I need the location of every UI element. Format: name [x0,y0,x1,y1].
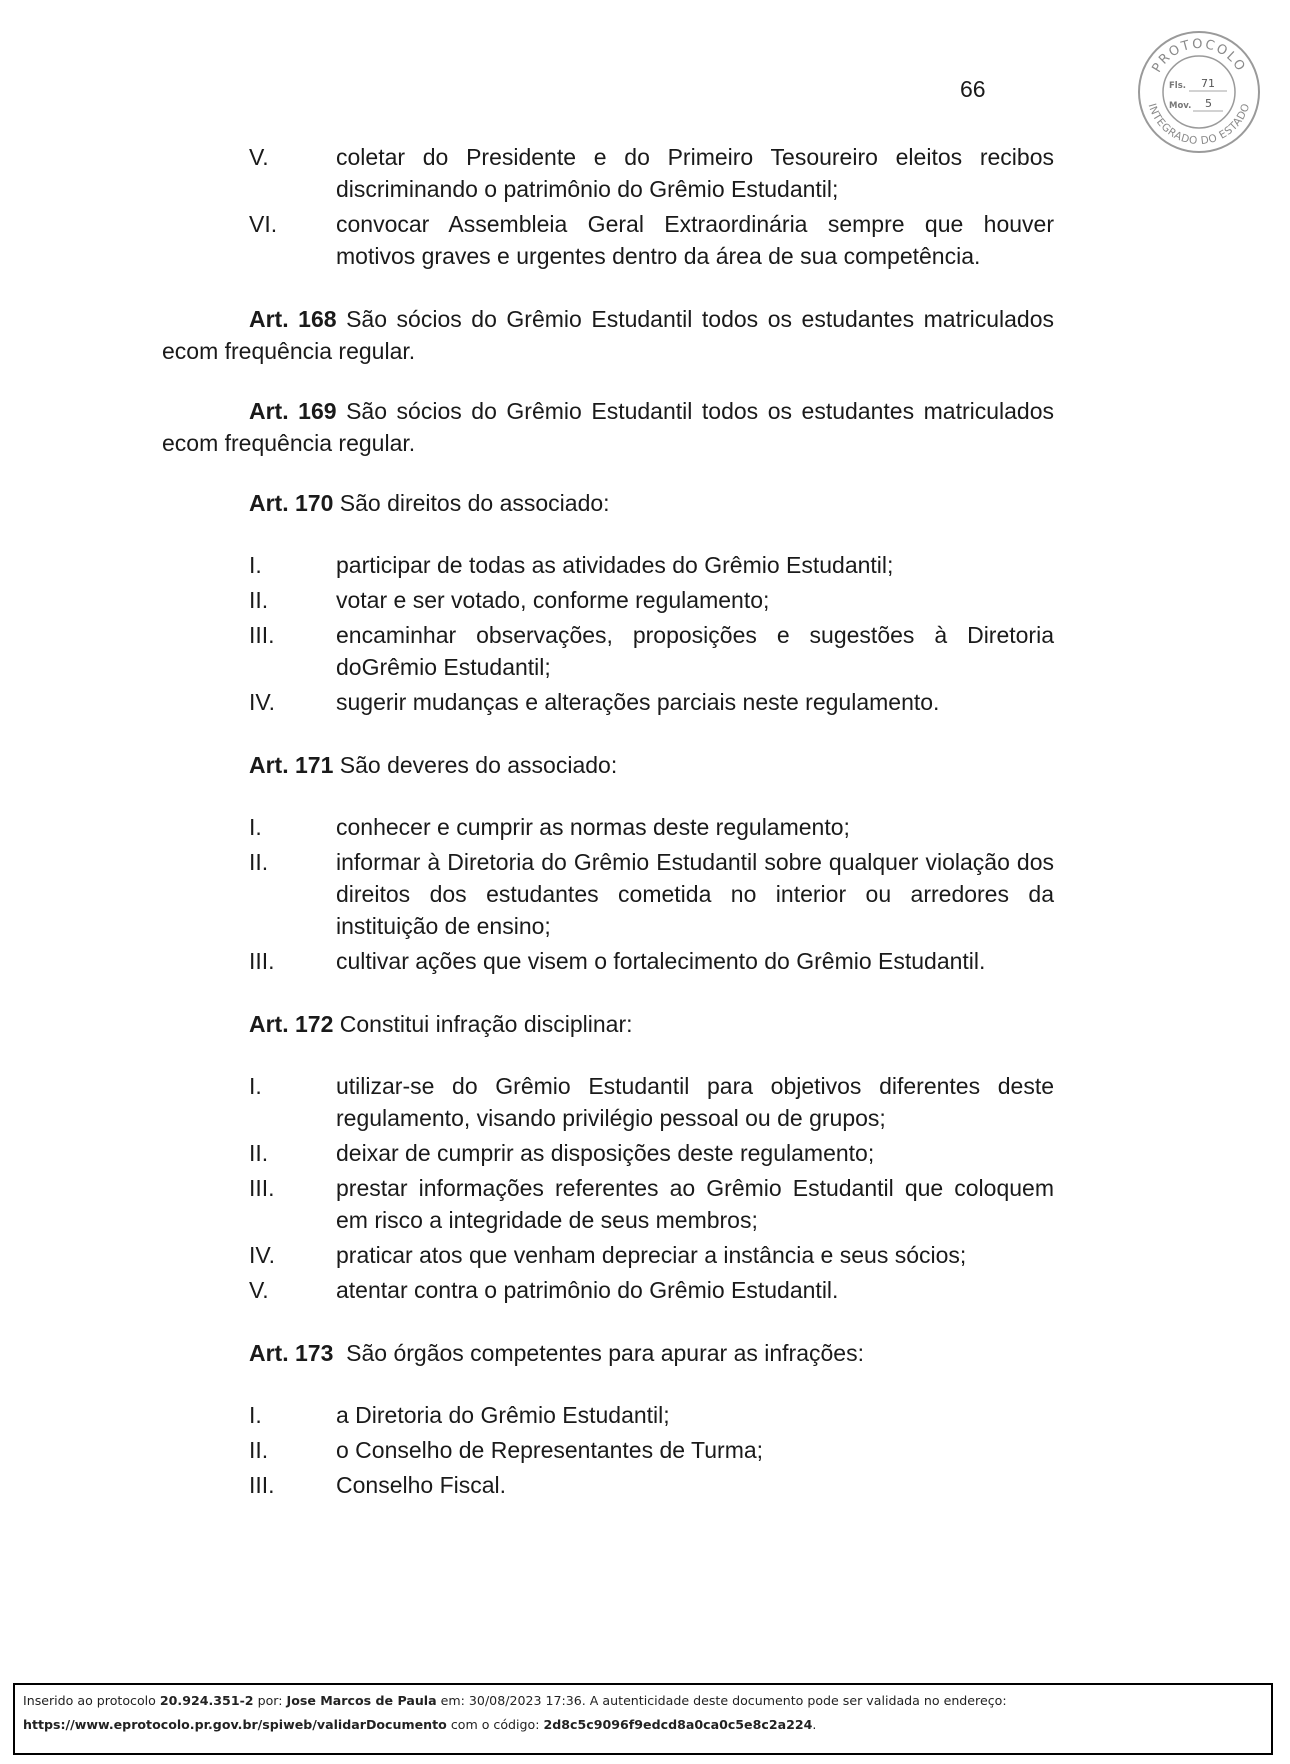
item-number: V. [249,144,269,170]
item-text: praticar atos que venham depreciar a instância e seus sócios; [336,1242,967,1268]
list-art-172 [162,1070,1054,1306]
article-label: Art. 171 [249,752,334,778]
list-art-170 [162,549,1054,718]
item-text: convocar Assembleia Geral Extraordinária sempre que houver motivos graves e urgentes dentro da área de sua competência. [336,211,1054,269]
item-text: atentar contra o patrimônio do Grêmio Estudantil. [336,1277,839,1303]
list-item [162,1070,1054,1134]
item-number: III. [249,1175,275,1201]
item-text: encaminhar observações, proposições e sugestões à Diretoria doGrêmio Estudantil; [336,622,1054,680]
article-168 [162,303,1054,367]
item-number: II. [249,1140,269,1166]
footer-line-1 [23,1689,1263,1713]
list-item [162,549,1054,581]
article-label: Art. 168 [249,306,337,332]
item-number: I. [249,1073,262,1099]
item-number: III. [249,948,275,974]
item-text: utilizar-se do Grêmio Estudantil para objetivos diferentes deste regulamento, visando privilégio pessoal ou de grupos; [336,1073,1054,1131]
item-text: participar de todas as atividades do Grêmio Estudantil; [336,552,894,578]
item-text: votar e ser votado, conforme regulamento; [336,587,770,613]
item-text: cultivar ações que visem o fortalecimento do Grêmio Estudantil. [336,948,986,974]
article-text: São sócios do Grêmio Estudantil todos os estudantes matriculados ecom frequência regular. [162,398,1055,456]
footer-end: . [812,1717,817,1732]
item-text: a Diretoria do Grêmio Estudantil; [336,1402,670,1428]
list-item [162,619,1054,683]
list-item [162,141,1054,205]
footer-line-2 [23,1713,1263,1737]
seal-fls-label: Fls. [1169,81,1187,91]
footer-prefix: Inserido ao protocolo [23,1693,156,1708]
article-172 [162,1008,1054,1040]
item-text: coletar do Presidente e do Primeiro Tesoureiro eleitos recibos discriminando o patrimônio do Grêmio Estudantil; [336,144,1054,202]
article-173 [162,1337,1054,1369]
article-text: São órgãos competentes para apurar as infrações: [346,1340,864,1366]
list-item [162,1172,1054,1236]
footer-protocol-number: 20.924.351-2 [159,1693,254,1708]
list-art-171 [162,811,1054,977]
list-item [162,811,1054,843]
item-text: Conselho Fiscal. [336,1472,507,1498]
article-label: Art. 170 [249,490,334,516]
item-number: I. [249,814,262,840]
item-number: I. [249,1402,262,1428]
page-number: 66 [960,76,986,102]
article-170 [162,487,1054,519]
item-number: III. [249,1472,275,1498]
article-label: Art. 173 [249,1340,334,1366]
article-169 [162,395,1054,459]
document-body [162,141,1054,1504]
protocol-seal-stamp [1137,30,1261,154]
seal-top-text: PROTOCOLO [1149,36,1249,76]
article-text: Constitui infração disciplinar: [339,1011,633,1037]
list-item [162,945,1054,977]
item-text: o Conselho de Representantes de Turma; [336,1437,764,1463]
item-number: II. [249,849,269,875]
item-text: sugerir mudanças e alterações parciais neste regulamento. [336,689,940,715]
list-item [162,584,1054,616]
list-item [162,846,1054,942]
list-top [162,141,1054,272]
list-item [162,1469,1054,1501]
item-text: conhecer e cumprir as normas deste regulamento; [336,814,850,840]
item-number: III. [249,622,275,648]
item-number: IV. [249,689,276,715]
item-number: IV. [249,1242,276,1268]
item-number: II. [249,1437,269,1463]
footer-date-text: em: 30/08/2023 17:36. A autenticidade deste documento pode ser validada no endereço: [440,1693,1007,1708]
item-number: II. [249,587,269,613]
article-label: Art. 169 [249,398,337,424]
item-number: VI. [249,211,278,237]
article-text: São sócios do Grêmio Estudantil todos os estudantes matriculados ecom frequência regular. [162,306,1055,364]
item-text: informar à Diretoria do Grêmio Estudantil sobre qualquer violação dos direitos dos estudantes cometida no interior ou arredores da instituição de ensino; [336,849,1054,939]
svg-text:INTEGRADO DO ESTADO [1146,102,1253,147]
list-item [162,1399,1054,1431]
item-number: V. [249,1277,269,1303]
article-text: São direitos do associado: [339,490,610,516]
article-text: São deveres do associado: [339,752,618,778]
footer-author: Jose Marcos de Paula [286,1693,437,1708]
list-item [162,1137,1054,1169]
list-item [162,1239,1054,1271]
list-item [162,208,1054,272]
article-171 [162,749,1054,781]
seal-bottom-text: INTEGRADO DO ESTADO [1145,101,1253,148]
item-text: deixar de cumprir as disposições deste regulamento; [336,1140,875,1166]
item-number: I. [249,552,262,578]
list-art-173 [162,1399,1054,1501]
item-text: prestar informações referentes ao Grêmio Estudantil que coloquem em risco a integridade de seus membros; [336,1175,1054,1233]
list-item [162,1434,1054,1466]
list-item [162,1274,1054,1306]
article-label: Art. 172 [249,1011,334,1037]
footer-by-label: por: [257,1693,283,1708]
footer-validation-link[interactable]: https://www.eprotocolo.pr.gov.br/spiweb/validarDocumento [23,1717,447,1732]
seal-mov-value: 5 [1205,97,1212,110]
list-item [162,686,1054,718]
footer-validation-code: 2d8c5c9096f9edcd8a0ca0c5e8c2a224 [543,1717,813,1732]
seal-mov-label: Mov. [1169,101,1192,111]
footer-code-label: com o código: [450,1717,540,1732]
protocol-footer [13,1683,1273,1755]
seal-fls-value: 71 [1201,77,1215,90]
